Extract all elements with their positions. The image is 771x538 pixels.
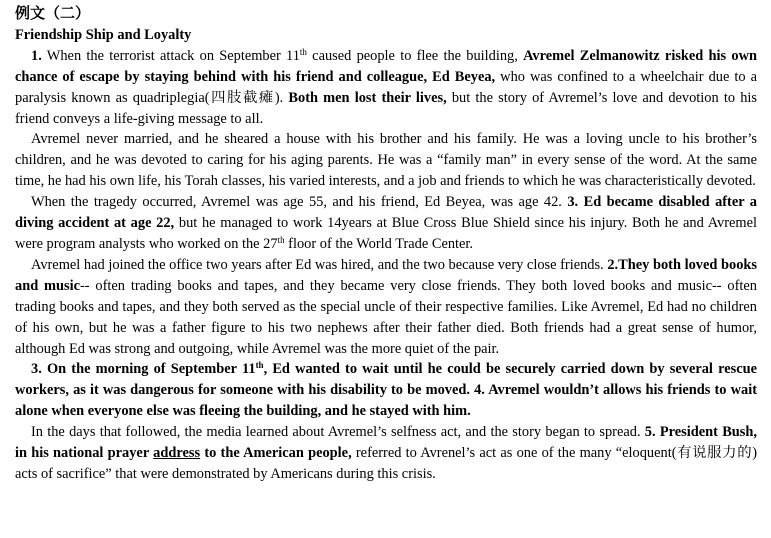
paragraph-4-text-b: -- often trading books and tapes, and they became very close friends. They both loved books and music-- often trading books and tapes, and they both served as the special uncle of their respective families. Like Avremel, Ed had no children of his own, but he was a father figure to his two nephews after their father died. Both friends had a great sense of humor, although Ed was strong and outgoing, while Avremel was the more quiet of the pair. xyxy=(15,277,757,357)
paragraph-6-text-b: referred to Avrenel’s act as one of the many “eloquent(有说服力的) acts of sacrifice” that were demonstrated by Americans during this crisis. xyxy=(15,445,757,482)
paragraph-4-text-a: Avremel had joined the office two years after Ed was hired, and the two because very close friends. xyxy=(31,256,608,273)
paragraph-5 xyxy=(15,359,757,422)
paragraph-6-bold-a: 5. President Bush, in his national prayer xyxy=(15,424,757,462)
paragraph-3-text-c: floor of the World Trade Center. xyxy=(284,235,474,252)
paragraph-3 xyxy=(15,192,757,255)
underlined-word: address xyxy=(153,445,201,462)
paragraph-6-bold-b: to the American people, xyxy=(200,445,352,462)
paragraph-3-bold: 3. Ed became disabled after a diving accident at age 22, xyxy=(15,194,757,232)
paragraph-1-text-c: who was confined to a wheelchair due to a paralysis known as quadriplegia(四肢截瘫). xyxy=(15,68,757,106)
paragraph-6 xyxy=(15,422,757,485)
paragraph-1-number: 1. xyxy=(31,47,42,64)
ordinal-suffix: th xyxy=(255,360,264,371)
paragraph-4-bold: 2.They both loved books and music xyxy=(15,256,757,294)
paragraph-5-text-a: 3. On the morning of September 11 xyxy=(31,361,256,378)
paragraph-5-bold xyxy=(15,361,757,419)
paragraph-1-text-b: caused people to flee the building, xyxy=(306,47,524,64)
paragraph-1-bold-b: Both men lost their lives, xyxy=(288,89,447,106)
paragraph-1-text-d: but the story of Avremel’s love and devotion to his friend conveys a life-giving message to all. xyxy=(15,89,757,127)
ordinal-suffix: th xyxy=(277,234,285,245)
paragraph-3-text-a: When the tragedy occurred, Avremel was age 55, and his friend, Ed Beyea, was age 42. xyxy=(31,194,568,211)
ordinal-suffix: th xyxy=(299,46,307,57)
paragraph-4 xyxy=(15,255,757,360)
paragraph-3-text-b: but he managed to work 14years at Blue Cross Blue Shield since his injury. Both he and Avremel were program analysts who worked on the 27 xyxy=(15,215,757,252)
paragraph-2: Avremel never married, and he sheared a house with his brother and his family. He was a loving uncle to his brother’s children, and he was devoted to caring for his aging parents. He was a “family man” in every sense of the word. At the same time, he had his own life, his Torah classes, his varied interests, and a job and friends to which he was characteristically devoted. xyxy=(15,131,757,190)
paragraph-1-bold-a: Avremel Zelmanowitz risked his own chance of escape by staying behind with his friend and colleague, Ed Beyea, xyxy=(15,47,757,85)
paragraph-6-text-a: In the days that followed, the media learned about Avremel’s selfness act, and the story began to spread. xyxy=(31,424,645,441)
example-heading: 例文（二） xyxy=(15,6,91,22)
paragraph-1-text-a: When the terrorist attack on September 11 xyxy=(41,47,300,64)
article-title: Friendship Ship and Loyalty xyxy=(15,26,192,43)
paragraph-5-text-b: , Ed wanted to wait until he could be securely carried down by several rescue workers, as it was dangerous for someone with his disability to be moved. 4. Avremel wouldn’t allows his friends to wait alone when everyone else was fleeing the building, and he stayed with him. xyxy=(15,361,757,420)
paragraph-1 xyxy=(15,46,757,130)
